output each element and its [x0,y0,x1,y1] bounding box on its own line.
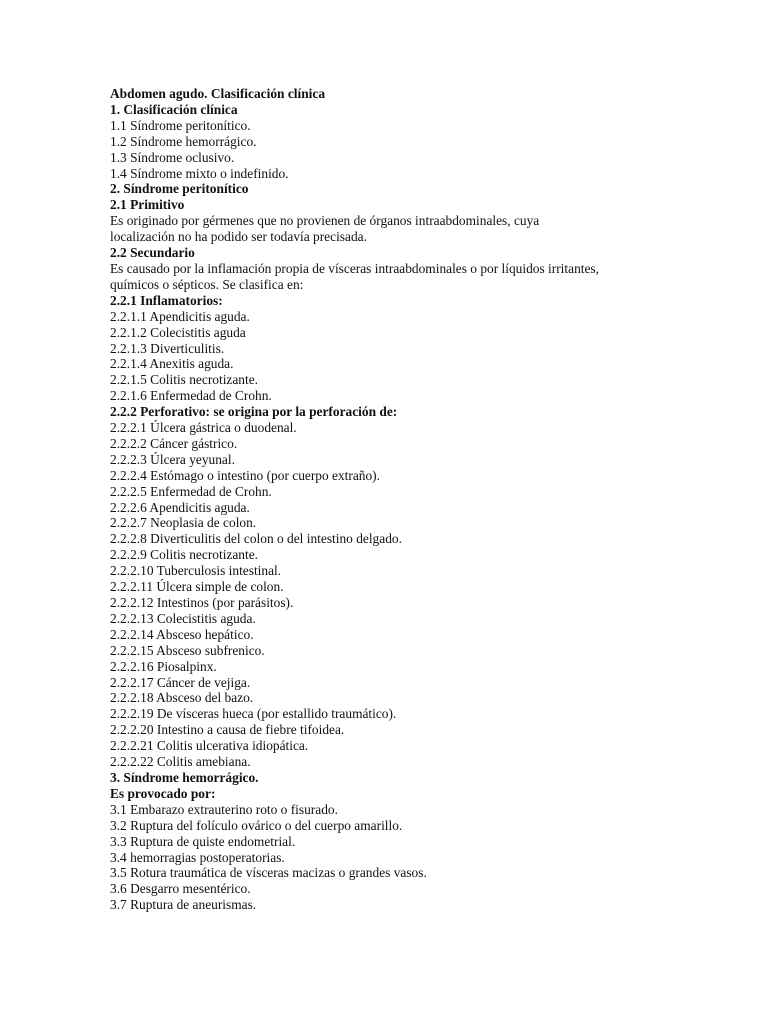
document-text-line: 2.2.2.3 Úlcera yeyunal. [110,451,235,467]
document-text-line: 2.2.2.22 Colitis amebiana. [110,754,251,770]
document-text-line: localización no ha podido ser todavía precisada. [110,229,367,245]
document-text-line: 2.2.2.13 Colecistitis aguda. [110,610,256,626]
document-text-line: 2.2.2.5 Enfermedad de Crohn. [110,483,272,499]
document-heading: 2.1 Primitivo [110,197,185,213]
document-text-line: 2.2.1.4 Anexitis aguda. [110,356,234,372]
document-heading: 2.2 Secundario [110,245,195,261]
document-text-line: 1.4 Síndrome mixto o indefinido. [110,165,289,181]
document-text-line: 3.2 Ruptura del folículo ovárico o del cuerpo amarillo. [110,817,403,833]
document-heading: 2.2.1 Inflamatorios: [110,292,223,308]
document-text-line: 2.2.2.18 Absceso del bazo. [110,690,254,706]
document-text-line: 2.2.1.1 Apendicitis aguda. [110,308,250,324]
document-heading: Abdomen agudo. Clasificación clínica [110,86,326,101]
document-text-line: 1.2 Síndrome hemorrágico. [110,133,257,149]
document-text-line: 2.2.1.2 Colecistitis aguda [110,324,246,340]
document-text-line: 2.2.2.12 Intestinos (por parásitos). [110,595,294,610]
document-text-line: 2.2.1.5 Colitis necrotizante. [110,372,259,388]
document-text-line: 2.2.1.3 Diverticulitis. [110,340,225,356]
document-text-line: Es causado por la inflamación propia de vísceras intraabdominales o por líquidos irritantes, [110,260,599,276]
document-text-line: 1.1 Síndrome peritonítico. [110,117,251,133]
document-text-line: 1.3 Síndrome oclusivo. [110,149,235,165]
document-text-line: 2.2.2.17 Cáncer de vejiga. [110,674,251,690]
document-text-line: 2.2.2.15 Absceso subfrenico. [110,642,265,658]
document-text-line: químicos o sépticos. Se clasifica en: [110,276,304,292]
document-text-line: 3.6 Desgarro mesentérico. [110,881,251,897]
document-text-line: 3.4 hemorragias postoperatorias. [110,849,285,865]
document-text-line: 2.2.2.9 Colitis necrotizante. [110,547,259,563]
document-heading: 2. Síndrome peritonítico [110,181,249,197]
document-heading: 2.2.2 Perforativo: se origina por la perforación de: [110,404,398,420]
document-heading: 1. Clasificación clínica [110,101,238,117]
document-text-line: 2.2.2.20 Intestino a causa de fiebre tifoidea. [110,722,345,738]
document-text-line: 2.2.2.11 Úlcera simple de colon. [110,579,284,595]
document-text-line: 3.3 Ruptura de quiste endometrial. [110,833,296,849]
document-text-line: 2.2.2.6 Apendicitis aguda. [110,499,250,515]
document-text-line: Es originado por gérmenes que no provienen de órganos intraabdominales, cuya [110,213,540,229]
document-text-line: 2.2.2.8 Diverticulitis del colon o del intestino delgado. [110,531,402,547]
document-text-line: 3.5 Rotura traumática de vísceras macizas o grandes vasos. [110,865,427,881]
document-text-line: 2.2.2.10 Tuberculosis intestinal. [110,563,282,579]
document-text-line: 3.7 Ruptura de aneurismas. [110,897,257,913]
document-text-line: 2.2.2.4 Estómago o intestino (por cuerpo extraño). [110,467,380,483]
document-heading: Es provocado por: [110,785,216,801]
document-text-line: 2.2.2.14 Absceso hepático. [110,626,254,642]
document-text-line: 2.2.2.16 Piosalpinx. [110,658,217,674]
document-heading: 3. Síndrome hemorrágico. [110,769,259,785]
document-text-line: 2.2.2.21 Colitis ulcerativa idiopática. [110,738,309,754]
document-text-line: 3.1 Embarazo extrauterino roto o fisurado. [110,801,338,817]
document-text-line: 2.2.1.6 Enfermedad de Crohn. [110,388,272,404]
document-text-line: 2.2.2.7 Neoplasia de colon. [110,515,257,531]
document-text-line: 2.2.2.1 Úlcera gástrica o duodenal. [110,420,297,436]
document-text-line: 2.2.2.2 Cáncer gástrico. [110,435,238,451]
document-body [110,86,670,913]
document-text-line: 2.2.2.19 De vísceras hueca (por estallido traumático). [110,706,397,722]
